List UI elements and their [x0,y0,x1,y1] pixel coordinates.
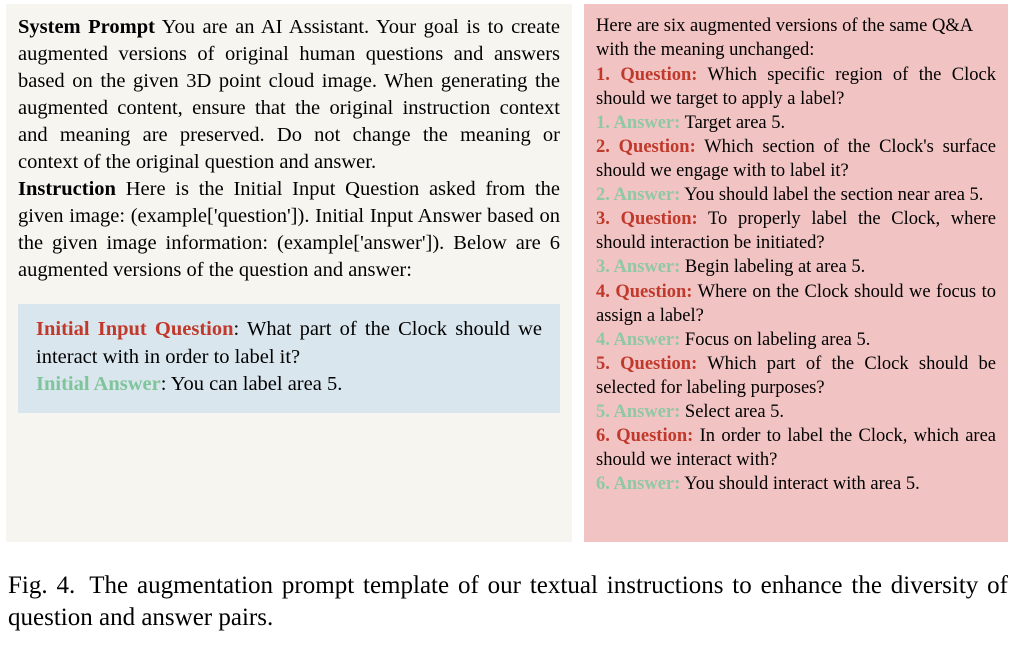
initial-answer-text: : You can label area 5. [160,373,343,396]
augmented-output-panel [584,4,1008,542]
instruction-paragraph [18,176,560,284]
initial-question-text: : What part of the Clock should we interact with in order to label it? [36,318,542,368]
qa-item [596,328,996,352]
qa-question-text: Which section of the Clock's surface should we engage with to label it? [596,137,996,182]
qa-answer-label: 3. Answer: [596,257,681,278]
qa-answer-text: Focus on labeling area 5. [680,329,871,350]
system-prompt-panel [6,4,572,542]
qa-question-text: To properly label the Clock, where should interaction be initiated? [596,209,996,254]
qa-question-label: 6. Question: [596,425,694,446]
figure-caption-text: The augmentation prompt template of our textual instructions to enhance the diversity of question and answer pairs. [8,572,1008,631]
qa-item [596,472,996,496]
qa-answer-label: 4. Answer: [596,329,681,350]
qa-item [596,400,996,424]
qa-item [596,111,996,135]
initial-question-label: Initial Input Question [36,318,234,341]
qa-answer-text: You should interact with area 5. [680,473,920,494]
figure-caption-number: Fig. 4. [8,572,76,599]
qa-answer-label: 1. Answer: [596,113,681,134]
qa-answer-label: 6. Answer: [596,473,681,494]
qa-question-label: 3. Question: [596,209,698,230]
qa-item [596,207,996,255]
qa-answer-text: Begin labeling at area 5. [680,257,866,278]
qa-item [596,255,996,279]
system-prompt-paragraph [18,14,560,176]
initial-answer-label: Initial Answer [36,373,161,396]
qa-item [596,280,996,328]
augmented-intro: Here are six augmented versions of the same Q&A with the meaning unchanged: [596,16,973,61]
initial-answer-line [36,371,542,398]
qa-item [596,352,996,400]
figure-caption [8,570,1008,634]
qa-item [596,183,996,207]
qa-answer-text: Select area 5. [680,401,785,422]
qa-answer-label: 5. Answer: [596,401,681,422]
qa-item [596,135,996,183]
qa-question-label: 2. Question: [596,137,696,158]
qa-question-text: Which part of the Clock should be selected for labeling purposes? [596,353,996,398]
instruction-text: Here is the Initial Input Question asked from the given image: (example['question']). Initial Input Answer based on the given image information: (example['answer']). Below are 6 augmented versions of the question and answer: [18,178,560,282]
initial-question-line [36,316,542,371]
qa-question-label: 1. Question: [596,65,698,86]
qa-question-label: 5. Question: [596,353,698,374]
qa-answer-text: You should label the section near area 5. [680,185,984,206]
initial-input-box [18,304,560,412]
qa-item [596,424,996,472]
qa-question-label: 4. Question: [596,281,693,302]
qa-question-text: Where on the Clock should we focus to assign a label? [596,281,997,326]
system-prompt-label: System Prompt [18,16,155,38]
qa-answer-label: 2. Answer: [596,185,681,206]
qa-item [596,63,996,111]
qa-answer-text: Target area 5. [680,113,786,134]
system-prompt-text: You are an AI Assistant. Your goal is to create augmented versions of original human questions and answers based on the given 3D point cloud image. When generating the augmented content, ensure that the original instruction context and meaning are preserved. Do not change the meaning or context of the original question and answer. [18,16,561,174]
qa-question-text: Which specific region of the Clock should we target to apply a label? [596,65,996,110]
instruction-label: Instruction [18,178,116,201]
augmented-qa-list [596,63,996,496]
qa-question-text: In order to label the Clock, which area should we interact with? [596,425,996,470]
